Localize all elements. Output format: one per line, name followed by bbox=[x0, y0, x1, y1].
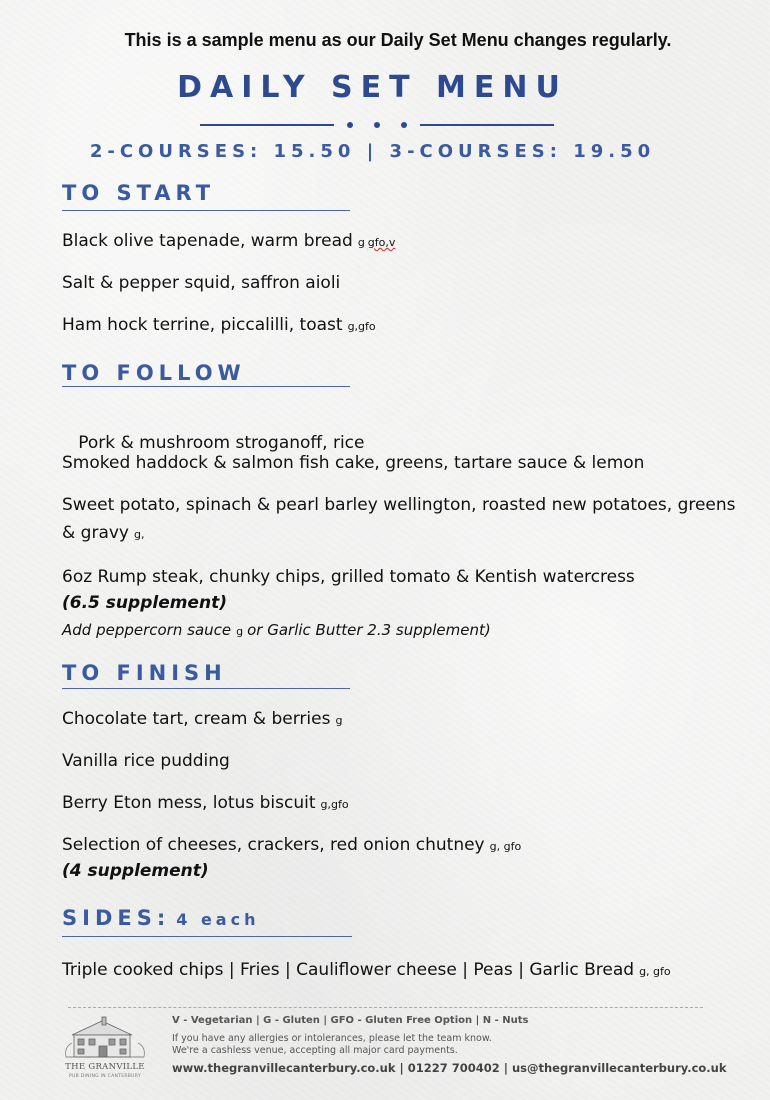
addon-text: or Garlic Butter 2.3 supplement) bbox=[247, 621, 491, 639]
menu-item bbox=[62, 491, 742, 549]
menu-item bbox=[62, 833, 521, 859]
dietary-tag: g, gfo bbox=[489, 840, 522, 853]
sides-list bbox=[62, 958, 671, 984]
cheese-supplement: (4 supplement) bbox=[62, 861, 209, 881]
pub-logo-tagline: PUB DINING IN CANTERBURY bbox=[69, 1074, 141, 1079]
dietary-tag: g bbox=[357, 236, 365, 249]
item-name: Black olive tapenade, warm bread bbox=[62, 231, 353, 251]
menu-item bbox=[62, 707, 342, 733]
steak-supplement: (6.5 supplement) bbox=[62, 593, 227, 613]
section-heading-to-follow: TO FOLLOW bbox=[62, 361, 246, 385]
menu-item bbox=[62, 229, 395, 255]
section-heading-to-start: TO START bbox=[62, 181, 216, 205]
divider-dot bbox=[374, 122, 380, 128]
sample-menu-notice: This is a sample menu as our Daily Set Menu changes regularly. bbox=[124, 30, 672, 50]
section-heading-sides bbox=[62, 906, 259, 930]
divider-dot bbox=[401, 122, 407, 128]
item-name: Selection of cheeses, crackers, red onion chutney bbox=[62, 835, 485, 855]
item-name: Pork & mushroom stroganoff, rice bbox=[72, 433, 365, 453]
item-name: Smoked haddock & salmon fish cake, greens, tartare sauce & lemon bbox=[62, 453, 645, 473]
dietary-tag: g bbox=[236, 625, 244, 638]
item-name: Sweet potato, spinach & pearl barley wellington, roasted new potatoes, greens & gravy bbox=[62, 495, 736, 543]
sides-items: Triple cooked chips | Fries | Cauliflower cheese | Peas | Garlic Bread bbox=[62, 960, 635, 980]
section-rule bbox=[62, 688, 350, 689]
section-rule bbox=[62, 210, 350, 211]
menu-item bbox=[62, 407, 364, 455]
sauce-addon bbox=[62, 621, 491, 639]
dietary-legend: V - Vegetarian | G - Gluten | GFO - Gluten Free Option | N - Nuts bbox=[172, 1015, 529, 1026]
item-name: Chocolate tart, cream & berries bbox=[62, 709, 331, 729]
menu-item bbox=[62, 791, 349, 817]
allergy-note: If you have any allergies or intolerances, please let the team know. bbox=[172, 1033, 492, 1044]
footer-divider bbox=[68, 1007, 703, 1008]
dietary-tag: gfo,v bbox=[367, 236, 396, 249]
sides-price: 4 each bbox=[176, 910, 260, 929]
section-rule bbox=[62, 936, 352, 937]
item-name: 6oz Rump steak, chunky chips, grilled tomato & Kentish watercress bbox=[62, 567, 635, 587]
menu-item bbox=[62, 749, 230, 773]
section-heading-to-finish: TO FINISH bbox=[62, 661, 227, 685]
dietary-tag: g,gfo bbox=[347, 320, 376, 333]
pub-logo-name: THE GRANVILLE bbox=[65, 1062, 145, 1072]
dietary-tag: g bbox=[335, 714, 343, 727]
course-prices: 2-COURSES: 15.50 | 3-COURSES: 19.50 bbox=[89, 141, 656, 162]
title-divider bbox=[198, 116, 556, 136]
payment-note: We're a cashless venue, accepting all major card payments. bbox=[172, 1045, 458, 1056]
contact-details: www.thegranvillecanterbury.co.uk | 01227 700402 | us@thegranvillecanterbury.co.uk bbox=[172, 1061, 727, 1075]
item-name: Salt & pepper squid, saffron aioli bbox=[62, 273, 341, 293]
divider-dot bbox=[347, 122, 353, 128]
dietary-tag: g,gfo bbox=[320, 798, 349, 811]
menu-item bbox=[62, 313, 376, 339]
dietary-tag: g, gfo bbox=[639, 965, 671, 978]
menu-item bbox=[62, 451, 644, 475]
item-name: Vanilla rice pudding bbox=[62, 751, 230, 771]
sides-heading-label: SIDES: bbox=[62, 906, 171, 930]
addon-text: Add peppercorn sauce bbox=[62, 621, 232, 639]
item-name: Berry Eton mess, lotus biscuit bbox=[62, 793, 316, 813]
menu-item bbox=[62, 271, 340, 295]
menu-item bbox=[62, 565, 635, 589]
dietary-tag: g, bbox=[133, 528, 145, 541]
section-rule bbox=[62, 386, 350, 387]
item-name: Ham hock terrine, piccalilli, toast bbox=[62, 315, 343, 335]
menu-title: DAILY SET MENU bbox=[177, 70, 568, 105]
